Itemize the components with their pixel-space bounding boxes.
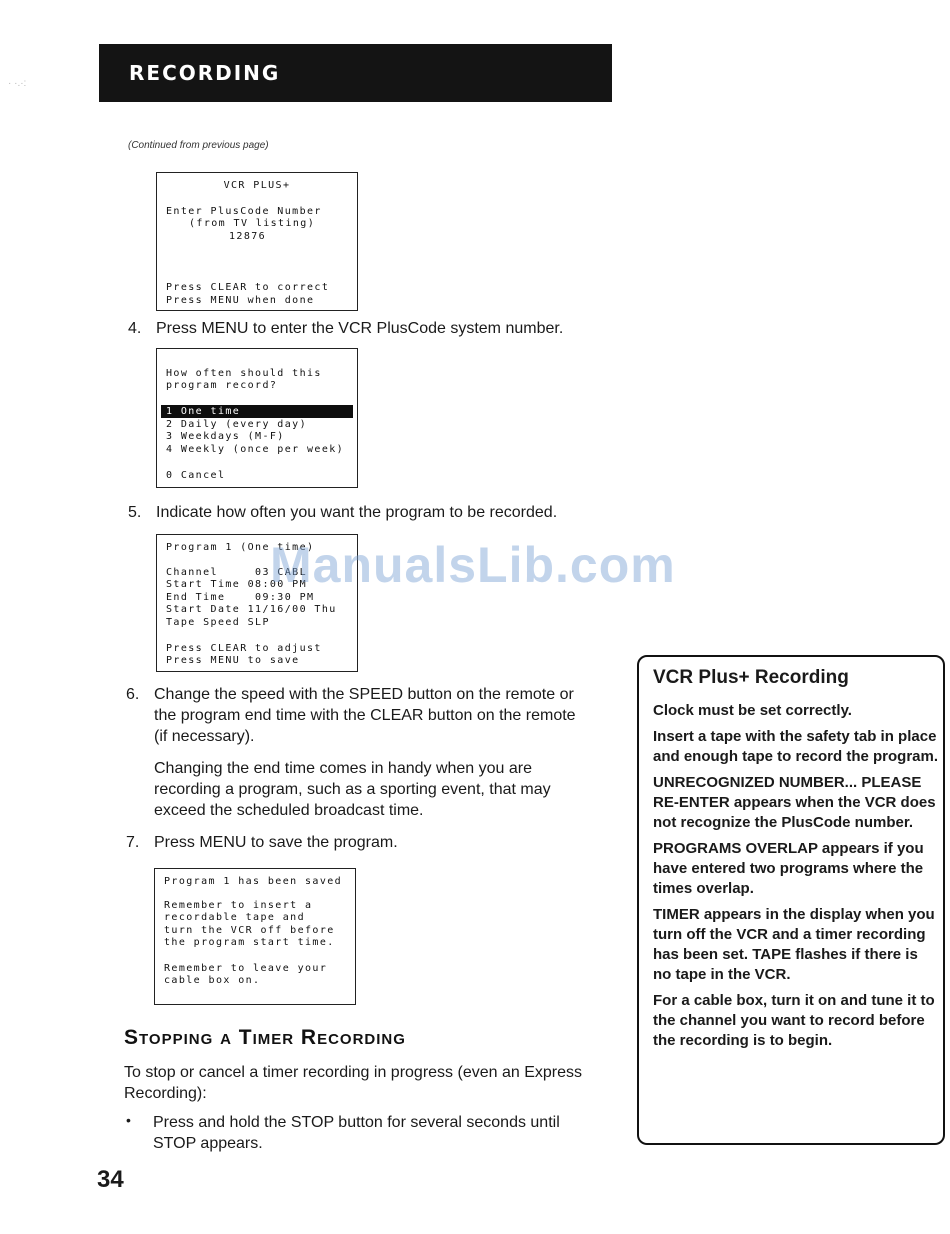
step-6 — [126, 684, 616, 824]
bullet-icon: • — [126, 1112, 131, 1128]
screen-line: the program start time. — [164, 937, 335, 948]
screen-footer: Press MENU to save — [166, 655, 300, 666]
screen-line: Enter PlusCode Number — [166, 206, 322, 217]
bullet-text — [153, 1112, 623, 1154]
screen-question: How often should this — [166, 368, 322, 379]
page-number: 34 — [97, 1166, 124, 1193]
detail-row: Tape Speed SLP — [166, 617, 270, 628]
menu-option-cancel: 0 Cancel — [166, 470, 226, 481]
sidebar-note: For a cable box, turn it on and tune it to the channel you want to record before the recording is to begin. — [653, 992, 935, 1049]
screen-program-saved — [154, 868, 356, 1005]
step-text: Press MENU to enter the VCR PlusCode system number. — [156, 320, 564, 337]
bullet-line: Press and hold the STOP button for several seconds until — [153, 1114, 560, 1131]
detail-row: Start Time 08:00 PM — [166, 579, 307, 590]
screen-line: 12876 — [229, 231, 267, 242]
watermark: ManualsLib.com — [270, 537, 676, 593]
step-note: exceed the scheduled broadcast time. — [154, 802, 424, 819]
intro-line: To stop or cancel a timer recording in progress (even an Express — [124, 1064, 582, 1081]
menu-option: 2 Daily (every day) — [166, 419, 307, 430]
step-number: 7. — [126, 834, 140, 851]
step-text — [154, 684, 624, 821]
screen-line: cable box on. — [164, 975, 261, 986]
menu-option: 3 Weekdays (M-F) — [166, 431, 285, 442]
step-line: the program end time with the CLEAR button on the remote — [154, 707, 576, 724]
screen-title: VCR PLUS+ — [223, 180, 291, 191]
scan-speck: · ·.·: — [8, 78, 27, 89]
step-note: Changing the end time comes in handy when you are — [154, 760, 533, 777]
screen-vcr-plus — [156, 172, 358, 311]
section-heading: Stopping a Timer Recording — [124, 1026, 406, 1049]
menu-option: 4 Weekly (once per week) — [166, 444, 345, 455]
screen-line: Remember to leave your — [164, 963, 328, 974]
screen-frequency-menu — [156, 348, 358, 488]
detail-row: End Time 09:30 PM — [166, 592, 315, 603]
screen-footer: Press CLEAR to correct — [166, 282, 330, 293]
sidebar-note: PROGRAMS OVERLAP appears if you have entered two programs where the times overlap. — [653, 840, 924, 897]
step-number: 6. — [126, 686, 140, 703]
step-line: Change the speed with the SPEED button on the remote or — [154, 686, 574, 703]
screen-line: Remember to insert a — [164, 900, 313, 911]
step-text: Indicate how often you want the program to be recorded. — [156, 504, 558, 521]
screen-question: program record? — [166, 380, 278, 391]
section-intro — [124, 1062, 624, 1104]
detail-row: Start Date 11/16/00 Thu — [166, 604, 337, 615]
sidebar-note: Clock must be set correctly. — [653, 702, 852, 719]
sidebar-note: Insert a tape with the safety tab in place and enough tape to record the program. — [653, 728, 939, 765]
sidebar-note: UNRECOGNIZED NUMBER... PLEASE RE-ENTER appears when the VCR does not recognize the PlusCode number. — [653, 774, 936, 831]
header-bar — [99, 44, 612, 102]
step-4 — [128, 318, 628, 340]
screen-title: Program 1 has been saved — [164, 876, 343, 887]
menu-option-selected: 1 One time — [161, 405, 353, 418]
screen-title: Program 1 (One time) — [166, 542, 315, 553]
intro-line: Recording): — [124, 1085, 207, 1102]
step-7 — [126, 832, 616, 854]
step-line: (if necessary). — [154, 728, 255, 745]
sidebar-title: VCR Plus+ Recording — [653, 667, 849, 688]
sidebar-note: TIMER appears in the display when you turn off the VCR and a timer recording has been set. TAPE flashes if there is no tape in the VCR. — [653, 906, 935, 983]
screen-footer: Press CLEAR to adjust — [166, 643, 322, 654]
page-title: recording — [129, 54, 281, 87]
step-text: Press MENU to save the program. — [154, 834, 398, 851]
screen-footer: Press MENU when done — [166, 295, 315, 306]
sidebar-notes — [653, 701, 939, 1057]
screen-line: recordable tape and — [164, 912, 305, 923]
step-5 — [128, 502, 628, 524]
sidebar-box — [637, 655, 945, 1145]
bullet-line: STOP appears. — [153, 1135, 263, 1152]
step-number: 5. — [128, 504, 142, 521]
screen-line: (from TV listing) — [189, 218, 316, 229]
step-note: recording a program, such as a sporting event, that may — [154, 781, 551, 798]
screen-line: turn the VCR off before — [164, 925, 335, 936]
detail-row: Channel 03 CABL — [166, 567, 307, 578]
continued-note: (Continued from previous page) — [128, 140, 269, 151]
step-number: 4. — [128, 320, 142, 337]
